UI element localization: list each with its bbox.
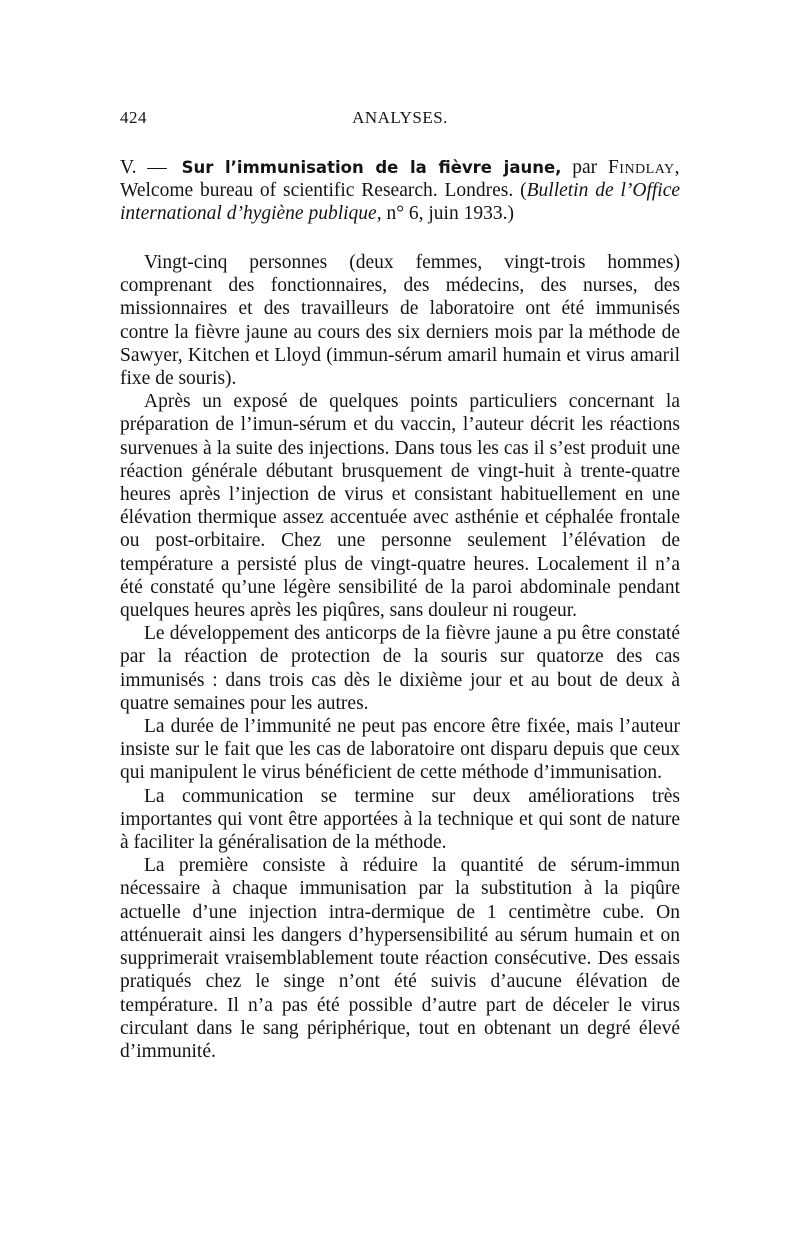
paragraph: Après un exposé de quelques points particuliers concernant la préparation de l’imun-sérum et du vaccin, l’auteur décrit les réactions survenues à la suite des injections. Dans tous les cas il s’est produit une réaction générale débutant brusquement de vingt-huit à trente-quatre heures après l’injection de virus et consistant habituellement en une élévation thermique assez accentuée avec asthénie et céphalée frontale ou post-orbitaire. Chez une personne seulement l’élévation de température a persisté plus de vingt-quatre heures. Localement il n’a été constaté qu’une légère sensibilité de la paroi abdominale pendant quelques heures après les piqûres, sans douleur ni rougeur. bbox=[120, 391, 680, 622]
paragraph: La communication se termine sur deux améliorations très importantes qui vont être apportées à la technique et qui sont de nature à faciliter la généralisation de la méthode. bbox=[120, 785, 680, 854]
article-number: V. — bbox=[120, 157, 167, 178]
paragraph: Vingt-cinq personnes (deux femmes, vingt-trois hommes) comprenant des fonctionnaires, des médecins, des nurses, des missionnaires et des travailleurs de laboratoire ont été immunisés contre la fièvre jaune au cours des six derniers mois par la méthode de Sawyer, Kitchen et Lloyd (immun-sérum amaril humain et virus amaril fixe de souris). bbox=[120, 252, 680, 390]
article-body bbox=[120, 251, 680, 1063]
running-header bbox=[120, 108, 680, 136]
paragraph: La première consiste à réduire la quantité de sérum-immun nécessaire à chaque immunisation par la substitution à la piqûre actuelle d’une injection intra-dermique de 1 centimètre cube. On atténuerait ainsi les dangers d’hypersensibilité au sérum humain et on supprimerait vraisemblablement toute réaction consécutive. Des essais pratiqués chez le singe n’ont été suivis d’aucune élévation de température. Il n’a pas été possible d’autre part de déceler le virus circulant dans le sang périphérique, tout en obtenant un degré élevé d’immunité. bbox=[120, 855, 680, 1062]
article-header bbox=[120, 156, 680, 225]
page-number: 424 bbox=[120, 108, 147, 127]
article-author: Findlay, bbox=[607, 157, 681, 178]
document-page bbox=[120, 108, 680, 1063]
paragraph: La durée de l’immunité ne peut pas encore être fixée, mais l’auteur insiste sur le fait que les cas de laboratoire ont disparu depuis que ceux qui manipulent le virus bénéficient de cette méthode d’immunisation. bbox=[120, 716, 680, 784]
article-source: Bulletin de l’Office international d’hygiène publique, bbox=[120, 180, 681, 224]
article-by: par bbox=[572, 157, 598, 178]
article-issue: n° 6, juin 1933.) bbox=[386, 203, 514, 224]
article-affiliation: Welcome bureau of scientific Research. Londres. ( bbox=[120, 180, 527, 201]
running-title: ANALYSES. bbox=[352, 108, 448, 127]
paragraph: Le développement des anticorps de la fièvre jaune a pu être constaté par la réaction de protection de la souris sur quatorze des cas immunisés : dans trois cas dès le dixième jour et au bout de deux à quatre semaines pour les autres. bbox=[120, 623, 680, 714]
article-title: Sur l’immunisation de la fièvre jaune, bbox=[181, 158, 562, 177]
